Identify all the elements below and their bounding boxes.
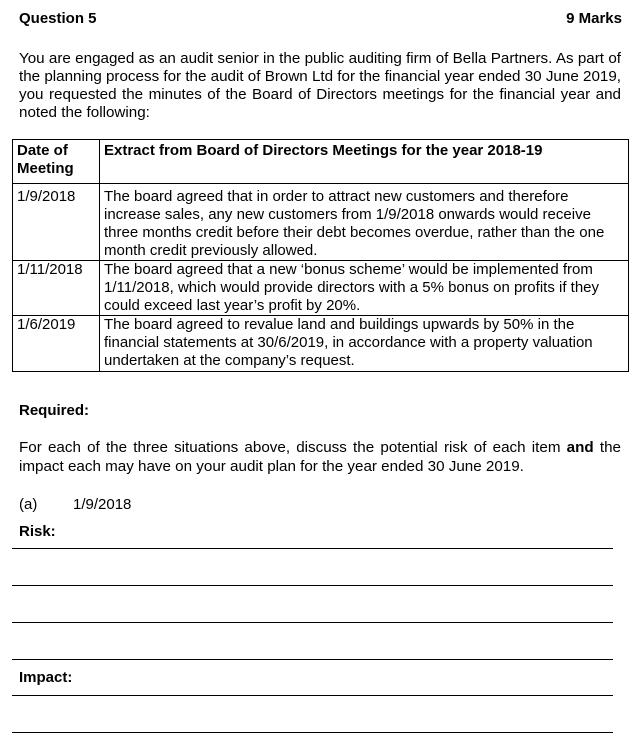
instruction-paragraph: [19, 438, 621, 476]
row-extract: The board agreed that a new ‘bonus scheme’ would be implemented from 1/11/2018, which would provide directors with a 5% bonus on profits if they could exceed last year’s profit by 20%.: [100, 261, 629, 316]
table-row: [13, 261, 629, 316]
row-extract: The board agreed to revalue land and buildings upwards by 50% in the financial statements at 30/6/2019, in accordance with a property valuation undertaken at the company’s request.: [100, 316, 629, 372]
instruction-text-before: For each of the three situations above, discuss the potential risk of each item: [19, 439, 567, 456]
row-extract: The board agreed that in order to attract new customers and therefore increase sales, any new customers from 1/9/2018 onwards would receive three months credit before their debt becomes overdue, rather than the one month credit previously allowed.: [100, 184, 629, 261]
risk-answer-line[interactable]: [12, 622, 613, 623]
instruction-text-after: the impact each may have on your audit plan for the year ended 30 June 2019.: [19, 439, 621, 475]
header-extract: Extract from Board of Directors Meetings for the year 2018-19: [100, 140, 629, 184]
part-letter: (a): [19, 496, 38, 513]
required-heading: Required:: [19, 402, 90, 419]
table-row: [13, 184, 629, 261]
question-marks: 9 Marks: [566, 10, 622, 27]
row-date: 1/6/2019: [13, 316, 100, 372]
intro-paragraph: You are engaged as an audit senior in the public auditing firm of Bella Partners. As part of the planning process for the audit of Brown Ltd for the financial year ended 30 June 2019, you requested the minutes of the Board of Directors meetings for the financial year and noted the following:: [19, 50, 621, 121]
risk-answer-line[interactable]: [12, 585, 613, 586]
question-title: Question 5: [19, 10, 97, 27]
impact-label: Impact:: [19, 669, 73, 686]
instruction-emphasis: and: [566, 439, 594, 456]
impact-answer-line[interactable]: [12, 732, 613, 733]
risk-answer-line[interactable]: [12, 548, 613, 549]
header-date: Date of Meeting: [13, 140, 100, 184]
row-date: 1/11/2018: [13, 261, 100, 316]
part-date: 1/9/2018: [73, 496, 132, 513]
table-row: [13, 316, 629, 372]
impact-answer-line[interactable]: [12, 695, 613, 696]
table-header-row: [13, 140, 629, 184]
risk-answer-line[interactable]: [12, 659, 613, 660]
risk-label: Risk:: [19, 523, 56, 540]
board-minutes-table: [12, 139, 629, 372]
row-date: 1/9/2018: [13, 184, 100, 261]
